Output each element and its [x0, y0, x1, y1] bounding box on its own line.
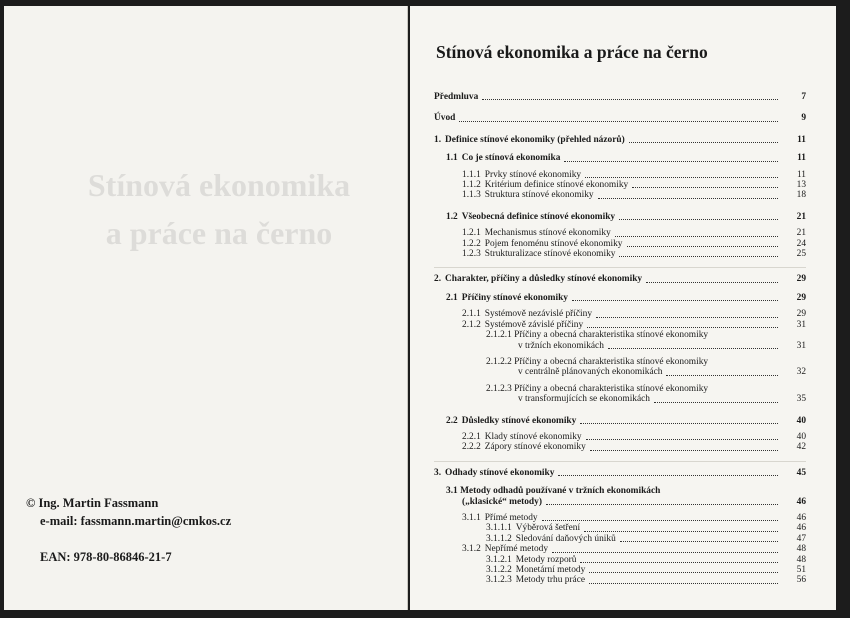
toc-entry: [434, 320, 806, 330]
toc-number: 1.: [434, 134, 442, 145]
toc-label: Klady stínové ekonomiky: [484, 431, 582, 442]
toc-entry: [434, 309, 806, 319]
toc-number: 2.1.2.1: [486, 330, 512, 341]
toc-label: Struktura stínové ekonomiky: [484, 190, 594, 201]
toc-label-cont: („klasické“ metody): [462, 496, 542, 507]
toc-page: 48: [796, 544, 806, 555]
toc-entry: [434, 416, 806, 426]
toc-label: Přímé metody: [484, 512, 538, 523]
toc-entry: [434, 92, 806, 102]
toc-entry-heading: [434, 384, 806, 394]
ean-line: EAN: 978-80-86846-21-7: [40, 550, 172, 564]
toc-entry: [434, 394, 806, 404]
toc-entry: [434, 228, 806, 238]
toc-entry: [434, 523, 806, 533]
toc-label: Metody trhu práce: [515, 575, 586, 586]
toc-number: 2.2: [446, 415, 458, 426]
toc-label: Předmluva: [434, 92, 479, 102]
section-divider: [434, 267, 806, 268]
toc-entry: [434, 534, 806, 544]
toc-number: 2.1: [446, 292, 458, 303]
toc-page: 48: [796, 554, 806, 565]
toc-entry: [434, 432, 806, 442]
toc-page: 25: [796, 249, 806, 260]
toc-label: Úvod: [434, 113, 456, 124]
toc-label: Kritérium definice stínové ekonomiky: [484, 180, 629, 191]
toc-number: 1.2: [446, 211, 458, 222]
toc-entry: [434, 341, 806, 351]
toc-number: 3.1.2.2: [486, 565, 512, 575]
toc-entry: [434, 135, 806, 145]
toc-number: 2.2.2: [462, 442, 481, 453]
toc-label: Nepřímé metody: [484, 544, 549, 555]
toc-label: Co je stínová ekonomika: [461, 153, 561, 164]
toc-page: 7: [801, 92, 806, 102]
toc-page: 45: [796, 467, 806, 478]
toc-page: 40: [796, 431, 806, 442]
toc-number: 3.1.1.2: [486, 533, 512, 544]
toc-page: 35: [796, 394, 806, 405]
toc-page: 24: [796, 238, 806, 249]
toc-number: 3.1.1: [462, 512, 481, 523]
toc-page: 31: [796, 340, 806, 351]
toc-label: Prvky stínové ekonomiky: [484, 169, 582, 180]
book-title: Stínová ekonomika a práce na černo: [436, 42, 708, 62]
toc-label-cont: v centrálně plánovaných ekonomikách: [518, 367, 663, 378]
toc-page: 11: [797, 153, 806, 164]
toc-label-cont: v transformujících se ekonomikách: [518, 394, 650, 405]
left-page: [4, 6, 408, 610]
toc-number: 3.1: [446, 486, 458, 497]
author-credit: [26, 494, 231, 566]
toc-entry: [434, 555, 806, 565]
toc-label: Zápory stínové ekonomiky: [484, 442, 586, 453]
toc-number: 1.2.3: [462, 249, 481, 260]
toc-page: 29: [796, 292, 806, 303]
toc-number: 2.1.2.2: [486, 356, 512, 367]
toc-number: 3.: [434, 467, 442, 478]
toc-entry: [434, 293, 806, 303]
toc-label: Metody odhadů používané v tržních ekonomikách: [460, 486, 661, 497]
toc-page: 42: [796, 442, 806, 453]
section-divider: [434, 461, 806, 462]
toc-label: Příčiny stínové ekonomiky: [461, 292, 568, 303]
toc-entry: [434, 565, 806, 575]
toc-page: 46: [796, 512, 806, 523]
toc-page: 40: [796, 415, 806, 426]
toc-label: Příčiny a obecná charakteristika stínové ekonomiky: [514, 383, 709, 394]
toc-number: 2.: [434, 274, 442, 285]
toc-entry: [434, 544, 806, 554]
toc-label: Monetární metody: [515, 565, 586, 575]
toc-entry: [434, 170, 806, 180]
toc-label-cont: v tržních ekonomikách: [518, 340, 604, 351]
toc-label: Odhady stínové ekonomiky: [445, 467, 555, 478]
toc-entry: [434, 180, 806, 190]
toc-label: Charakter, příčiny a důsledky stínové ekonomiky: [445, 274, 643, 285]
toc-page: 46: [796, 496, 806, 507]
toc-entry: [434, 442, 806, 452]
copyright-line: © Ing. Martin Fassmann: [26, 496, 159, 510]
table-of-contents: [434, 92, 806, 586]
toc-page: 29: [796, 274, 806, 285]
toc-number: 3.1.2.3: [486, 575, 512, 586]
toc-entry: [434, 190, 806, 200]
toc-page: 21: [796, 211, 806, 222]
toc-label: Pojem fenoménu stínové ekonomiky: [484, 238, 623, 249]
toc-page: 32: [796, 367, 806, 378]
toc-label: Definice stínové ekonomiky (přehled názorů): [445, 134, 625, 145]
toc-page: 56: [796, 575, 806, 586]
toc-entry: [434, 497, 806, 507]
toc-entry: [434, 239, 806, 249]
toc-label: Příčiny a obecná charakteristika stínové ekonomiky: [514, 356, 709, 367]
toc-number: 1.2.2: [462, 238, 481, 249]
toc-label: Metody rozporů: [515, 554, 577, 565]
toc-label: Systémově nezávislé příčiny: [484, 309, 593, 320]
toc-entry: [434, 249, 806, 259]
toc-number: 1.2.1: [462, 228, 481, 239]
toc-entry: [434, 274, 806, 284]
toc-label: Příčiny a obecná charakteristika stínové ekonomiky: [514, 330, 709, 341]
ghost-line-2: a práce na černo: [105, 215, 333, 251]
toc-entry: [434, 575, 806, 585]
toc-entry-heading: [434, 486, 806, 496]
toc-label: Důsledky stínové ekonomiky: [461, 415, 577, 426]
toc-number: 1.1: [446, 153, 458, 164]
toc-entry: [434, 113, 806, 123]
toc-page: 9: [801, 113, 806, 124]
email-line: e-mail: fassmann.martin@cmkos.cz: [40, 514, 232, 528]
toc-page: 46: [796, 523, 806, 534]
toc-page: 11: [796, 169, 806, 180]
toc-entry: [434, 153, 806, 163]
right-page: [410, 6, 836, 610]
toc-number: 2.1.2: [462, 319, 481, 330]
toc-page: 47: [796, 533, 806, 544]
toc-label: Strukturalizace stínové ekonomiky: [484, 249, 616, 260]
toc-number: 3.1.2: [462, 544, 481, 555]
toc-label: Mechanismus stínové ekonomiky: [484, 228, 611, 239]
toc-number: 1.1.2: [462, 180, 481, 191]
ghost-line-1: Stínová ekonomika: [87, 167, 351, 203]
toc-page: 51: [796, 565, 806, 575]
toc-number: 1.1.1: [462, 169, 481, 180]
toc-entry: [434, 212, 806, 222]
toc-page: 31: [796, 319, 806, 330]
toc-number: 2.1.2.3: [486, 383, 512, 394]
toc-number: 1.1.3: [462, 190, 481, 201]
toc-page: 29: [796, 309, 806, 320]
toc-label: Výběrová šetření: [515, 523, 581, 534]
toc-page: 21: [796, 228, 806, 239]
toc-number: 3.1.1.1: [486, 523, 512, 534]
toc-page: 18: [796, 190, 806, 201]
toc-number: 2.1.1: [462, 309, 481, 320]
toc-label: Systémově závislé příčiny: [484, 319, 584, 330]
toc-entry: [434, 367, 806, 377]
toc-entry: [434, 468, 806, 478]
show-through-title: [59, 161, 379, 257]
toc-entry-heading: [434, 330, 806, 340]
toc-label: Všeobecná definice stínové ekonomiky: [461, 211, 616, 222]
toc-number: 2.2.1: [462, 431, 481, 442]
toc-entry-heading: [434, 357, 806, 367]
toc-page: 13: [796, 180, 806, 191]
toc-page: 11: [797, 134, 806, 145]
toc-entry: [434, 513, 806, 523]
toc-number: 3.1.2.1: [486, 554, 512, 565]
toc-label: Sledování daňových úniků: [515, 533, 616, 544]
